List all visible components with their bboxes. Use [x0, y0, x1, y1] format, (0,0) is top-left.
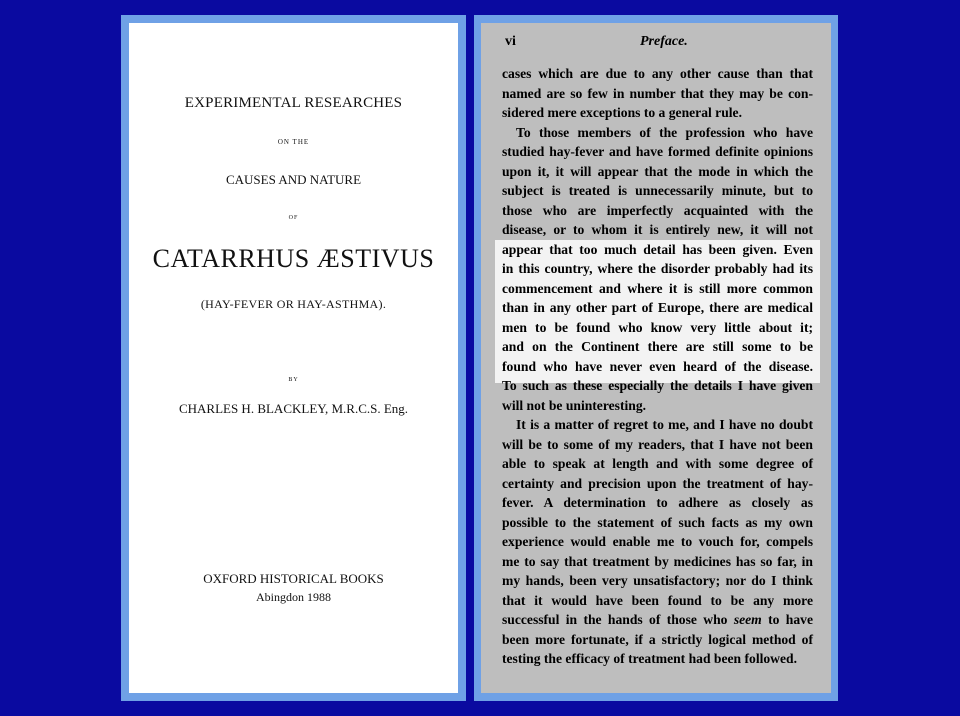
text-line: upon it, it will appear that the mode in which the: [502, 163, 813, 179]
book-title: EXPERIMENTAL RESEARCHES: [184, 95, 403, 111]
publisher-name: OXFORD HISTORICAL BOOKS: [203, 571, 384, 586]
text-line: found who have never even heard of the disease.: [502, 358, 813, 374]
text-line: To those members of the profession who have: [516, 124, 813, 140]
text-line: It is a matter of regret to me, and I have no doubt: [516, 417, 813, 432]
title-connector-of: OF: [288, 215, 299, 221]
text-line: cases which are due to any other cause than that: [502, 66, 813, 81]
text-line: men to be found who know very little about it;: [502, 319, 813, 335]
text-line: been more fortunate, if a strictly logical method of: [502, 631, 813, 647]
title-connector-on-the: ON THE: [277, 138, 310, 146]
text-line: in this country, where the disorder probably had its: [502, 261, 813, 276]
text-line: To such as these especially the details I have given: [502, 378, 813, 393]
text-line: will not be uninteresting.: [502, 397, 647, 413]
text-line: my hands, been very unsatisfactory; nor do I think: [502, 573, 813, 588]
text-line: those who are imperfectly acquainted with the: [502, 202, 813, 218]
title-causes: CAUSES AND NATURE: [225, 172, 362, 187]
text-line: disease, or to whom it is entirely new, it will not: [502, 222, 813, 237]
publisher-place-year: Abingdon 1988: [256, 590, 331, 604]
text-line: certainty and precision upon the treatment of hay-: [502, 475, 813, 491]
text-line: me to say that treatment by medicines has so far, in: [502, 553, 813, 569]
text-line: experience would enable me to vouch for, compels: [502, 534, 813, 549]
author-name: CHARLES H. BLACKLEY, M.R.C.S. Eng.: [178, 401, 409, 416]
text-line: testing the efficacy of treatment had been followed.: [502, 651, 797, 666]
text-line: than in any other part of Europe, there are medical: [502, 300, 813, 315]
running-header: Preface.: [640, 34, 688, 49]
text-line-with-italic: [502, 612, 813, 632]
title-catarrhus: CATARRHUS ÆSTIVUS: [152, 244, 435, 273]
page-number: vi: [505, 34, 516, 49]
text-line: fever. A determination to adhere as closely as: [502, 495, 813, 510]
text-line: appear that too much detail has been given. Even: [502, 241, 813, 257]
text-line: and on the Continent there are still some to be: [502, 339, 813, 354]
text-line: studied hay-fever and have formed definite opinions: [502, 144, 813, 159]
title-page: [129, 23, 458, 693]
text-line: commencement and where it is still more common: [502, 280, 813, 296]
text-line: subject is treated is unnecessarily minute, but to: [502, 183, 813, 198]
text-line: that it would have been found to be any more: [502, 592, 813, 608]
text-line: possible to the statement of such facts as my own: [502, 514, 813, 530]
italic-word: seem: [733, 612, 762, 627]
text-line: will be to some of my readers, that I have not been: [502, 436, 813, 452]
text-segment: to have: [768, 612, 813, 627]
text-line: named are so few in number that they may be con-: [502, 85, 813, 101]
title-subtitle: (HAY-FEVER OR HAY-ASTHMA).: [200, 297, 387, 311]
text-line: able to speak at length and with some degree of: [502, 456, 813, 471]
text-line: sidered mere exceptions to a general rule.: [502, 105, 742, 120]
text-segment: successful in the hands of those who: [502, 612, 728, 627]
title-by: BY: [288, 377, 299, 383]
